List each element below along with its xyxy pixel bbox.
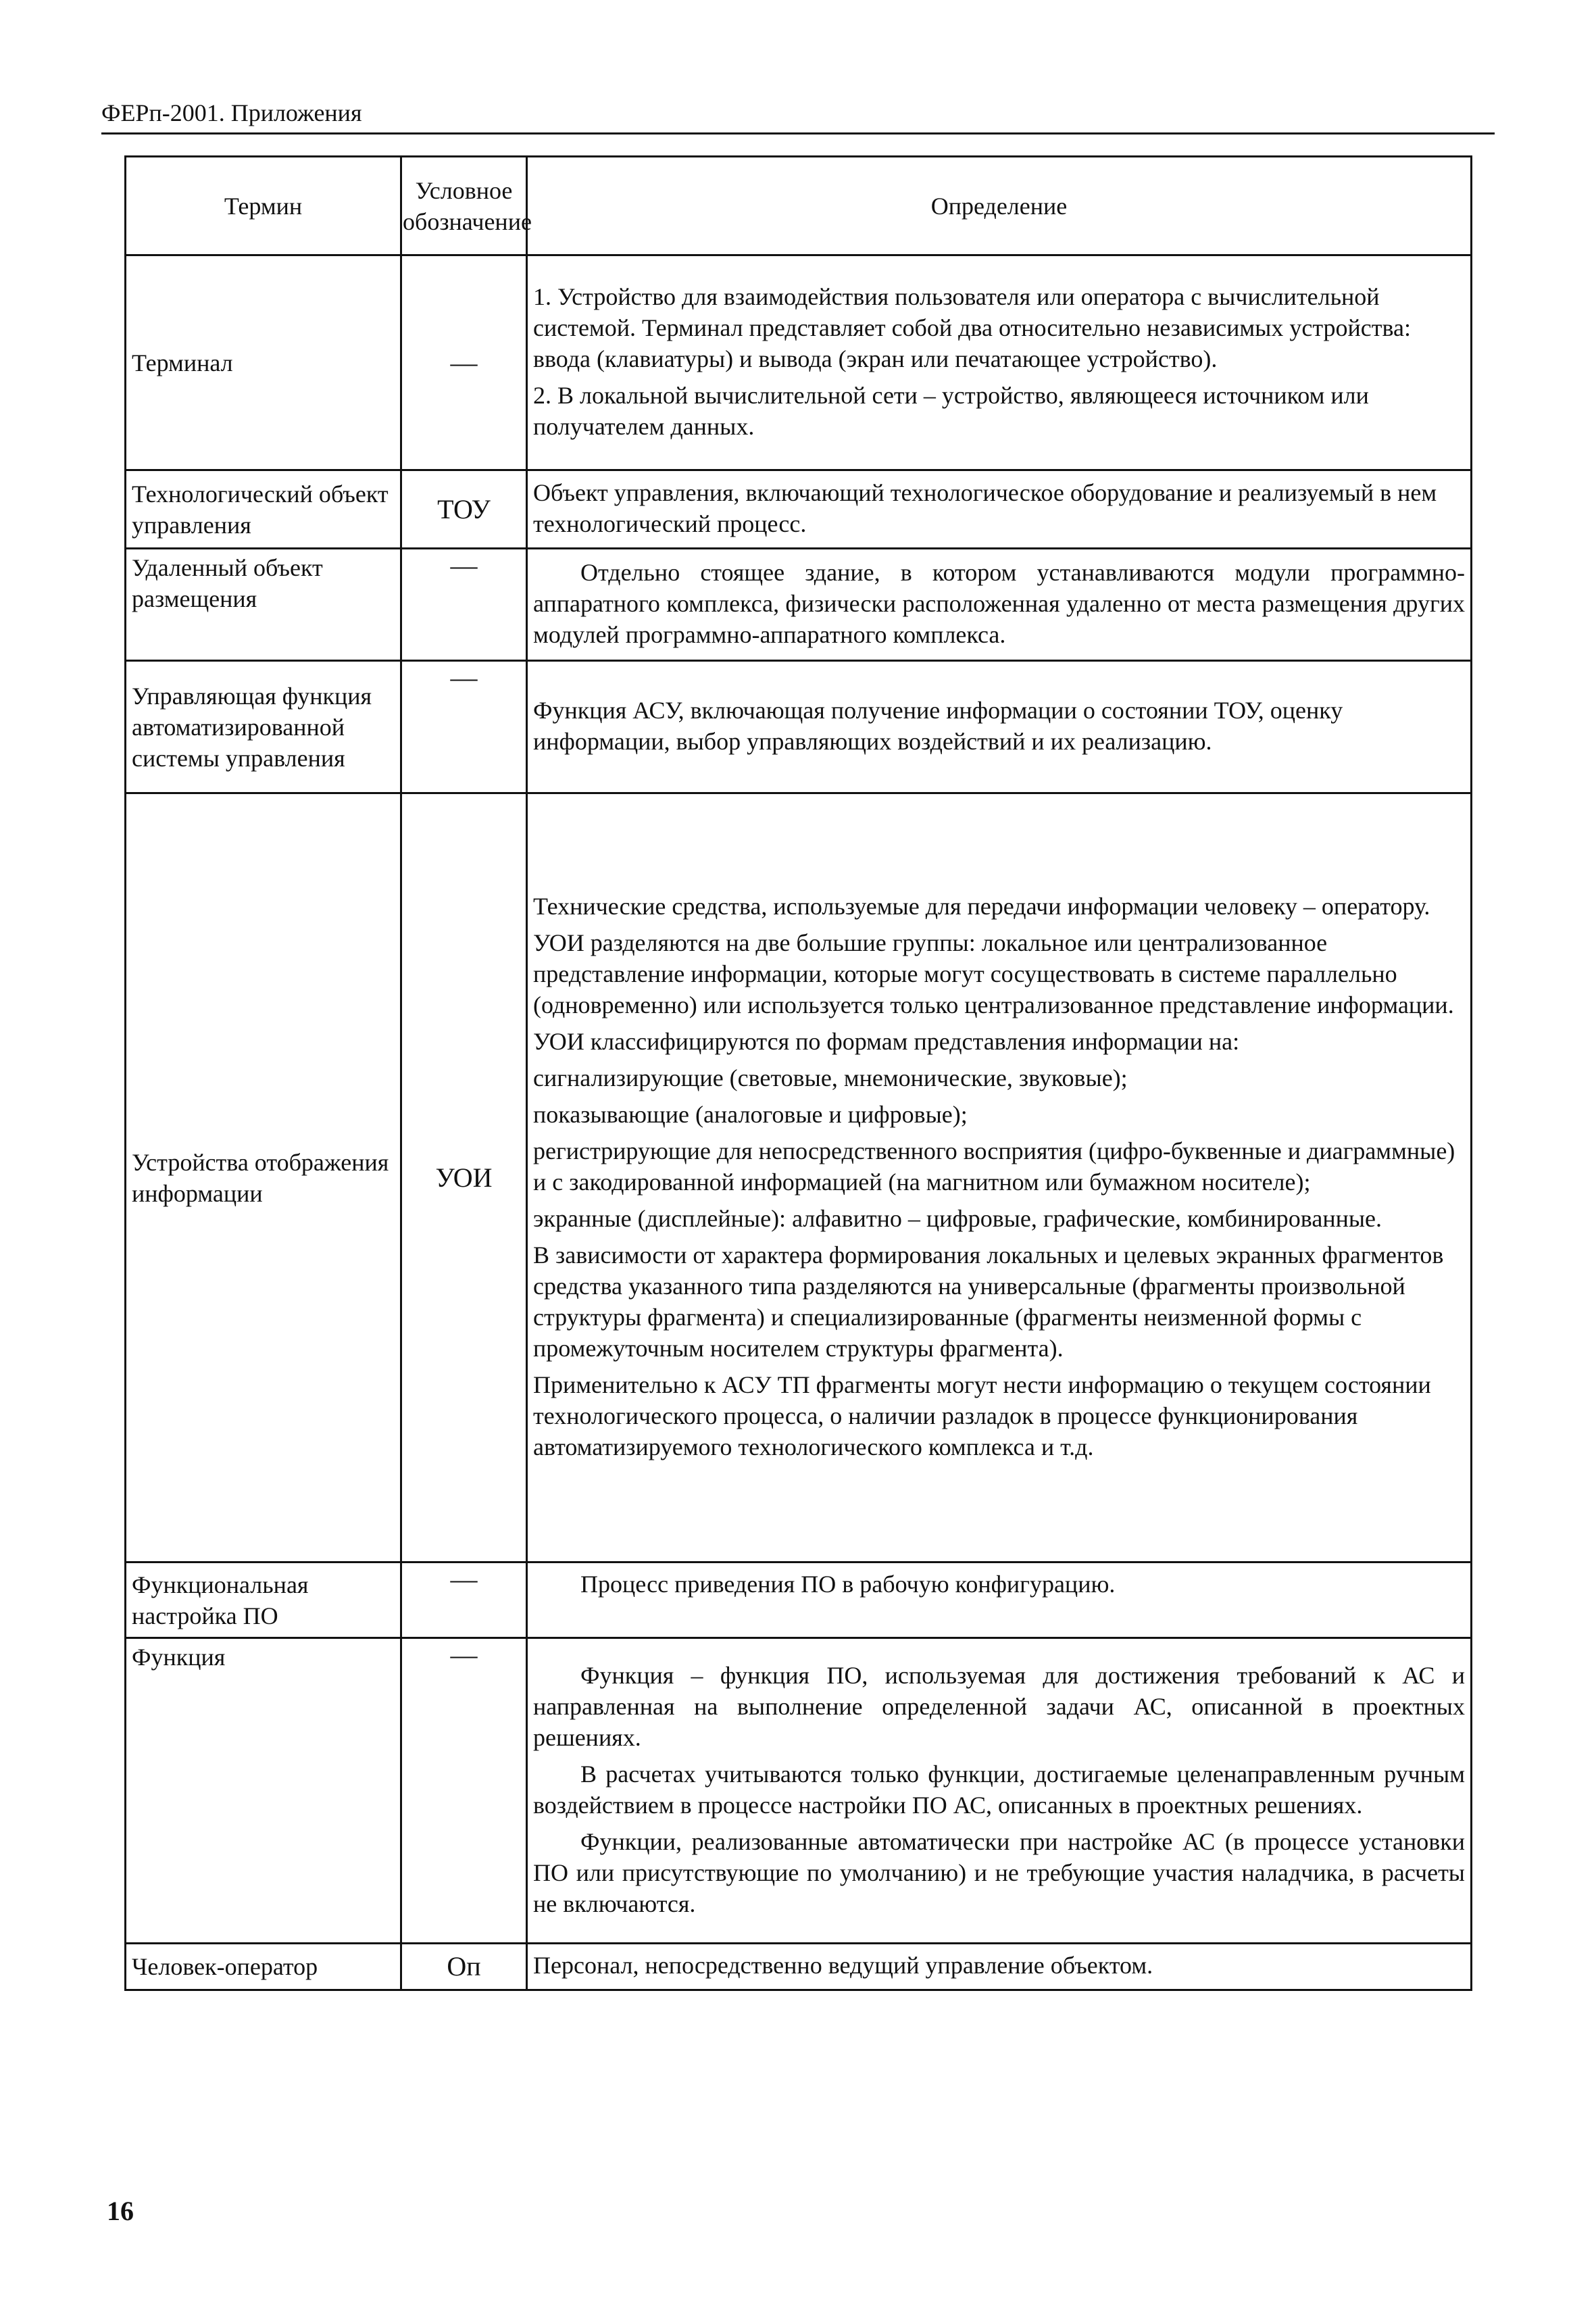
page-header: ФЕРп-2001. Приложения bbox=[101, 99, 362, 126]
page-number: 16 bbox=[107, 2196, 134, 2226]
term-cell: Функция bbox=[126, 1638, 401, 1944]
definition-paragraph: показывающие (аналоговые и цифровые); bbox=[533, 1100, 968, 1128]
term-cell: Функциональная настройка ПО bbox=[126, 1562, 401, 1638]
column-header-term: Термин bbox=[126, 157, 401, 255]
abbreviation-cell: — bbox=[401, 549, 527, 661]
definition-paragraph: Объект управления, включающий технологическое оборудование и реализуемый в нем технологический процесс. bbox=[533, 478, 1437, 537]
term-cell: Удаленный объект размещения bbox=[126, 549, 401, 661]
header-rule bbox=[101, 132, 1495, 134]
term-cell: Технологический объект управления bbox=[126, 470, 401, 549]
table-row bbox=[126, 1638, 1472, 1944]
abbreviation-cell: Оп bbox=[401, 1944, 527, 1990]
table-row bbox=[126, 470, 1472, 549]
definition-cell bbox=[527, 1638, 1472, 1944]
definition-cell bbox=[527, 470, 1472, 549]
definition-paragraph: Отдельно стоящее здание, в котором устанавливаются модули программно-аппаратного комплекса, физически расположенная удаленно от места размещения других модулей программно-аппаратного комплекса. bbox=[533, 558, 1465, 648]
term-cell: Устройства отображения информации bbox=[126, 793, 401, 1562]
definition-paragraph: В зависимости от характера формирования локальных и целевых экранных фрагментов средства указанного типа разделяются на универсальные (фрагменты произвольной структуры фрагмента) и специализированные (фрагменты неизменной формы с промежуточным носителем структуры фрагмента). bbox=[533, 1241, 1444, 1362]
definition-paragraph: Применительно к АСУ ТП фрагменты могут нести информацию о текущем состоянии технологического процесса, о наличии разладок в процессе функционирования автоматизируемого технологического комплекса и т.д. bbox=[533, 1371, 1431, 1460]
definition-paragraph: Персонал, непосредственно ведущий управление объектом. bbox=[533, 1952, 1153, 1979]
definition-paragraph: Технические средства, используемые для передачи информации человеку – оператору. bbox=[533, 892, 1430, 920]
column-header-definition: Определение bbox=[527, 157, 1472, 255]
term-cell: Человек-оператор bbox=[126, 1944, 401, 1990]
definition-paragraph: УОИ разделяются на две большие группы: локальное или централизованное представление информации, которые могут сосуществовать в системе параллельно (одновременно) или используется только централизованное представление информации. bbox=[533, 929, 1454, 1018]
table-row bbox=[126, 549, 1472, 661]
abbreviation-cell: — bbox=[401, 1562, 527, 1638]
table-row bbox=[126, 661, 1472, 793]
abbreviation-cell: УОИ bbox=[401, 793, 527, 1562]
table-row bbox=[126, 255, 1472, 470]
abbreviation-cell: — bbox=[401, 661, 527, 793]
definition-paragraph: 1. Устройство для взаимодействия пользователя или оператора с вычислительной системой. Терминал представляет собой два относительно независимых устройства: ввода (клавиатуры) и вывода (экран или печатающее устройство). bbox=[533, 282, 1411, 372]
term-cell: Терминал bbox=[126, 255, 401, 470]
abbreviation-cell: — bbox=[401, 255, 527, 470]
glossary-table bbox=[124, 155, 1472, 1991]
table-row bbox=[126, 793, 1472, 1562]
definition-cell bbox=[527, 793, 1472, 1562]
definition-paragraph: Функции, реализованные автоматически при настройке АС (в процессе установки ПО или присутствующие по умолчанию) и не требующие участия наладчика, в расчеты не включаются. bbox=[533, 1827, 1465, 1917]
definition-cell bbox=[527, 255, 1472, 470]
definition-cell bbox=[527, 549, 1472, 661]
table-row bbox=[126, 1562, 1472, 1638]
definition-paragraph: сигнализирующие (световые, мнемонические, звуковые); bbox=[533, 1064, 1128, 1091]
definition-cell bbox=[527, 1562, 1472, 1638]
definition-cell bbox=[527, 661, 1472, 793]
abbreviation-cell: — bbox=[401, 1638, 527, 1944]
column-header-abbreviation: Условное обозначение bbox=[401, 157, 527, 255]
abbreviation-cell: ТОУ bbox=[401, 470, 527, 549]
definition-paragraph: регистрирующие для непосредственного восприятия (цифро-буквенные и диаграммные) и с закодированной информацией (на магнитном или бумажном носителе); bbox=[533, 1137, 1455, 1196]
definition-paragraph: 2. В локальной вычислительной сети – устройство, являющееся источником или получателем данных. bbox=[533, 381, 1369, 440]
definition-paragraph: Функция – функция ПО, используемая для достижения требований к АС и направленная на выполнение определенной задачи АС, описанной в проектных решениях. bbox=[533, 1661, 1465, 1751]
definition-paragraph: Процесс приведения ПО в рабочую конфигурацию. bbox=[580, 1571, 1116, 1598]
definition-cell bbox=[527, 1944, 1472, 1990]
definition-paragraph: УОИ классифицируются по формам представления информации на: bbox=[533, 1027, 1240, 1055]
term-cell: Управляющая функция автоматизированной системы управления bbox=[126, 661, 401, 793]
definition-paragraph: экранные (дисплейные): алфавитно – цифровые, графические, комбинированные. bbox=[533, 1204, 1382, 1232]
definition-paragraph: В расчетах учитываются только функции, достигаемые целенаправленным ручным воздействием в процессе настройки ПО АС, описанных в проектных решениях. bbox=[533, 1760, 1465, 1819]
definition-paragraph: Функция АСУ, включающая получение информации о состоянии ТОУ, оценку информации, выбор управляющих воздействий и их реализацию. bbox=[533, 696, 1343, 755]
table-row bbox=[126, 1944, 1472, 1990]
